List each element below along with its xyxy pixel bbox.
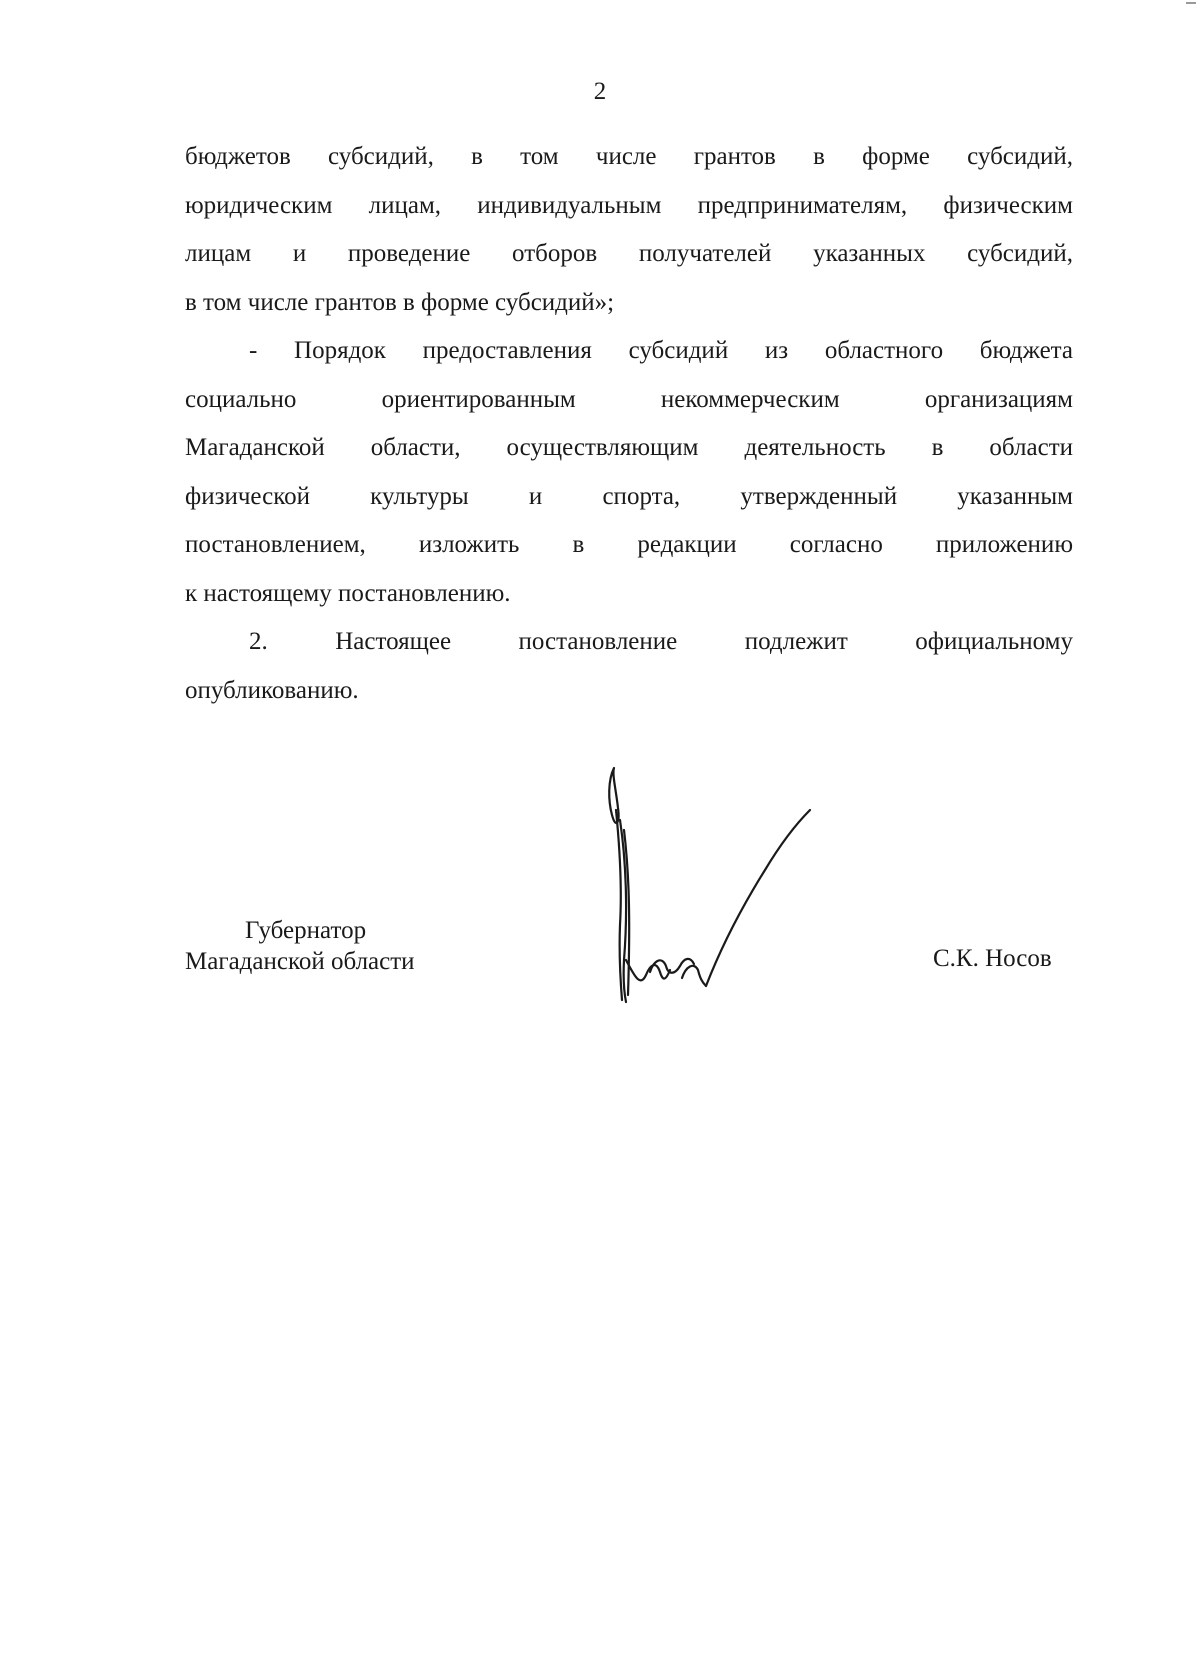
text-line: юридическим лицам, индивидуальным предпринимателям, физическим (185, 191, 1073, 219)
text-line: - Порядок предоставления субсидий из областного бюджета (249, 337, 1073, 364)
scan-corner-mark (1186, 2, 1196, 4)
signatory-position: Губернатор (245, 917, 367, 944)
handwritten-signature (590, 760, 830, 1020)
signatory-title (185, 915, 415, 977)
page-number: 2 (593, 78, 607, 105)
signature-stroke (706, 810, 810, 986)
text-line: лицам и проведение отборов получателей указанных субсидий, (185, 240, 1073, 267)
text-line: бюджетов субсидий, в том числе грантов в форме субсидий, (185, 143, 1073, 170)
signature-stroke (616, 810, 622, 1000)
text-line: социально ориентированным некоммерческим организациям (185, 385, 1073, 413)
text-line: в том числе грантов в форме субсидий»; (185, 288, 615, 316)
text-line: к настоящему постановлению. (185, 579, 511, 607)
signatory-region: Магаданской области (185, 948, 415, 975)
text-line: Магаданской области, осуществляющим деятельность в области (185, 434, 1073, 461)
signature-stroke (682, 966, 706, 986)
text-line: 2. Настоящее постановление подлежит официальному (249, 628, 1073, 655)
text-line: опубликованию. (185, 676, 359, 704)
text-line: физической культуры и спорта, утвержденный указанным (185, 482, 1073, 510)
text-line: постановлением, изложить в редакции согласно приложению (185, 531, 1073, 558)
document-body (185, 133, 1073, 715)
signatory-name: С.К. Носов (933, 945, 1052, 972)
